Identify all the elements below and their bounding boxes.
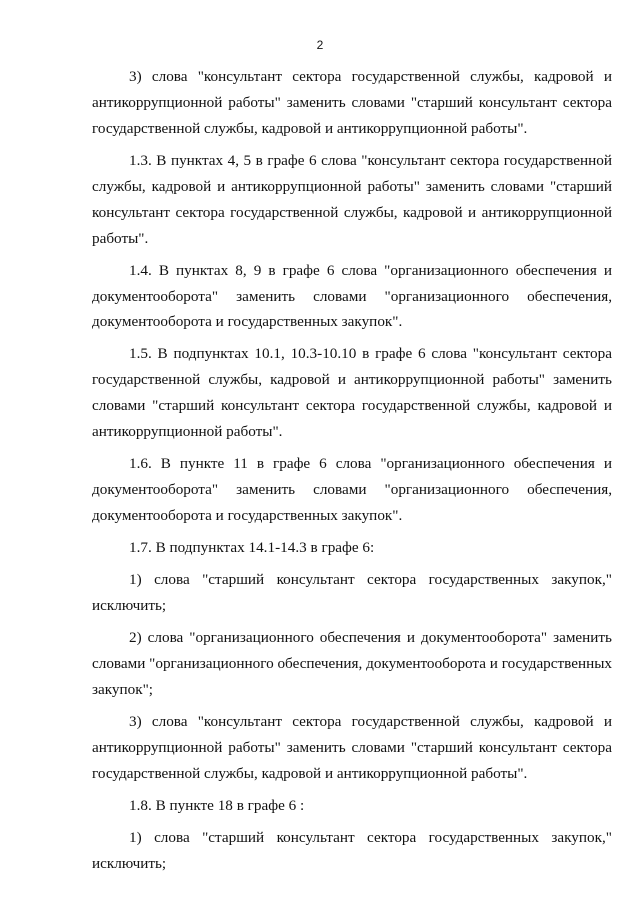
- paragraph: [92, 341, 612, 445]
- text-line: антикоррупционной работы" заменить словами "старший консультант сектора: [92, 738, 612, 756]
- text-line: исключить;: [92, 854, 167, 872]
- paragraph: [92, 625, 612, 703]
- text-line: 3) слова "консультант сектора государственной службы, кадровой и: [129, 68, 612, 85]
- paragraph: [92, 793, 612, 819]
- text-line: 1.8. В пункте 18 в графе 6 :: [129, 796, 305, 814]
- text-line: словами "организационного обеспечения, документооборота и государственных: [92, 655, 613, 673]
- text-line: антикоррупционной работы".: [92, 423, 283, 441]
- text-line: консультант сектора государственной службы, кадровой и антикоррупционной: [92, 203, 612, 221]
- text-line: 3) слова "консультант сектора государственной службы, кадровой и: [129, 712, 612, 730]
- text-line: 1) слова "старший консультант сектора государственных закупок,": [129, 571, 612, 589]
- text-line: 2) слова "организационного обеспечения и документооборота" заменить: [129, 629, 612, 647]
- text-line: документооборота" заменить словами "организационного обеспечения,: [92, 481, 612, 499]
- text-line: документооборота" заменить словами "организационного обеспечения,: [92, 287, 612, 305]
- text-line: 1.5. В подпунктах 10.1, 10.3-10.10 в графе 6 слова "консультант сектора: [129, 345, 612, 363]
- paragraph: [92, 825, 612, 877]
- paragraph: [92, 567, 612, 619]
- text-line: государственной службы, кадровой и антикоррупционной работы".: [92, 119, 528, 137]
- text-line: работы".: [92, 229, 149, 247]
- paragraph: [92, 64, 612, 142]
- text-line: службы, кадровой и антикоррупционной работы" заменить словами "старший: [92, 177, 612, 195]
- text-line: государственной службы, кадровой и антикоррупционной работы".: [92, 764, 528, 782]
- paragraph: [92, 258, 612, 336]
- text-line: 1.3. В пунктах 4, 5 в графе 6 слова "консультант сектора государственной: [129, 151, 612, 169]
- paragraph: [92, 148, 612, 252]
- text-line: 1.7. В подпунктах 14.1-14.3 в графе 6:: [129, 539, 375, 557]
- paragraph: [92, 451, 612, 529]
- text-line: 1.4. В пунктах 8, 9 в графе 6 слова "организационного обеспечения и: [129, 261, 612, 279]
- paragraph: [92, 535, 612, 561]
- paragraph: [92, 709, 612, 787]
- text-line: антикоррупционной работы" заменить словами "старший консультант сектора: [92, 93, 612, 111]
- text-line: 1.6. В пункте 11 в графе 6 слова "организационного обеспечения и: [129, 455, 612, 473]
- text-line: документооборота и государственных закупок".: [92, 507, 403, 524]
- text-line: закупок";: [92, 680, 154, 698]
- text-line: государственной службы, кадровой и антикоррупционной работы" заменить: [92, 371, 612, 389]
- text-line: 1) слова "старший консультант сектора государственных закупок,": [129, 828, 612, 846]
- text-line: исключить;: [92, 597, 167, 615]
- text-line: документооборота и государственных закупок".: [92, 313, 403, 331]
- document-body: [92, 64, 612, 883]
- page-number: 2: [316, 38, 324, 52]
- text-line: словами "старший консультант сектора государственной службы, кадровой и: [92, 397, 612, 415]
